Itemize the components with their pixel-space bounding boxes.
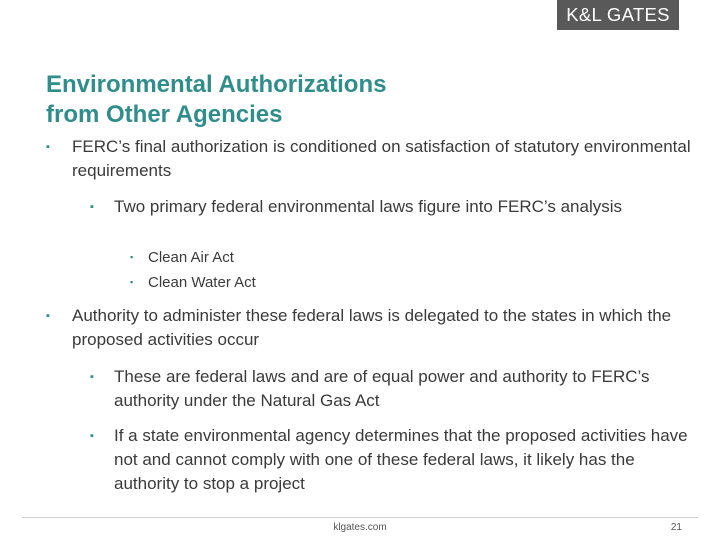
bullet-equal-power <box>90 365 690 413</box>
page-number: 21 <box>670 522 682 533</box>
footer-url: klgates.com <box>333 522 387 533</box>
bullet-clean-water-act <box>130 270 630 295</box>
bullet-marker-icon: ▪ <box>46 141 50 153</box>
bullet-text: Clean Air Act <box>148 249 234 266</box>
bullet-clean-air-act <box>130 245 630 270</box>
bullet-text: If a state environmental agency determines that the proposed activities have not and cannot comply with one of these federal laws, it likely has the authority to stop a project <box>114 426 688 493</box>
slide-title <box>46 70 606 130</box>
bullet-text: These are federal laws and are of equal power and authority to FERC’s authority under the Natural Gas Act <box>114 367 650 410</box>
bullet-text: FERC’s final authorization is conditioned on satisfaction of statutory environmental requirements <box>72 137 691 180</box>
bullet-state-agency-stop <box>90 424 690 496</box>
bullet-marker-icon: ▪ <box>90 201 94 213</box>
klgates-logo: K&L GATES <box>557 0 679 30</box>
title-line-1: Environmental Authorizations <box>46 71 387 98</box>
bullet-marker-icon: ▪ <box>130 277 134 287</box>
bullet-text: Two primary federal environmental laws figure into FERC’s analysis <box>114 197 622 216</box>
bullet-text: Clean Water Act <box>148 274 256 291</box>
bullet-ferc-authorization <box>46 135 696 183</box>
footer-divider <box>22 517 698 518</box>
bullet-marker-icon: ▪ <box>130 252 134 262</box>
bullet-marker-icon: ▪ <box>46 310 50 322</box>
bullet-authority-delegated <box>46 304 696 352</box>
bullet-two-primary-laws <box>90 195 690 219</box>
bullet-marker-icon: ▪ <box>90 371 94 383</box>
title-line-2: from Other Agencies <box>46 101 283 128</box>
bullet-marker-icon: ▪ <box>90 430 94 442</box>
bullet-text: Authority to administer these federal laws is delegated to the states in which the proposed activities occur <box>72 306 672 349</box>
